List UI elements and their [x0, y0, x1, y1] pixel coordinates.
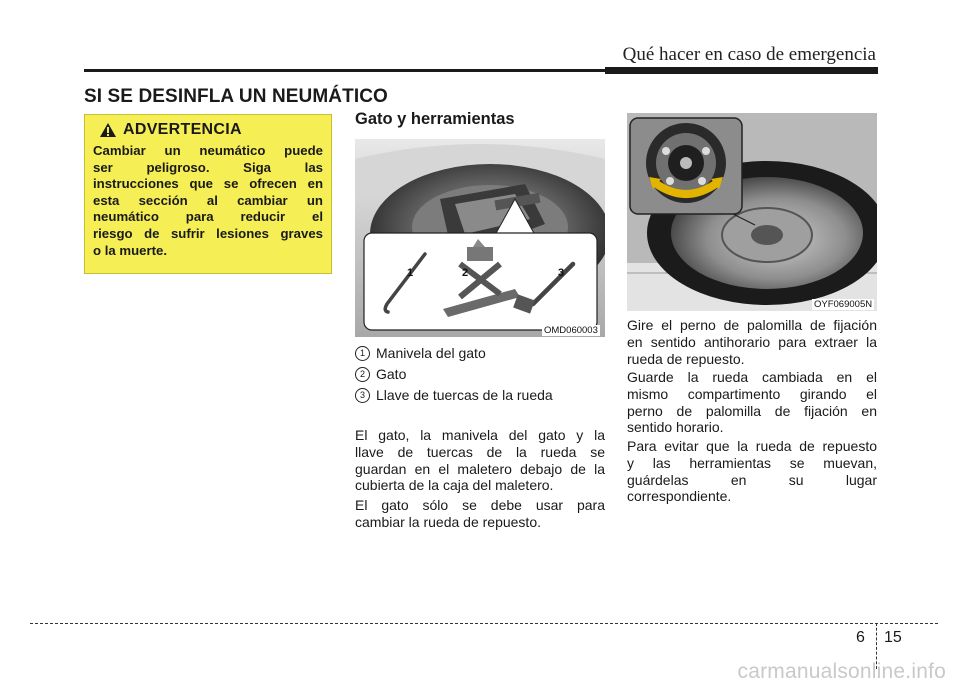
item-label: Gato	[376, 366, 407, 382]
warning-line: ser peligroso. Siga las	[93, 159, 323, 175]
paragraph-line: guardan en el maletero debajo de la	[355, 460, 605, 477]
warning-line: Cambiar un neumático puede	[93, 143, 323, 158]
paragraph-line: en sentido antihorario para extraer la	[627, 333, 877, 350]
spare-paragraph	[627, 317, 877, 367]
footer-rule	[30, 623, 938, 624]
paragraph-line: cambiar la rueda de repuesto.	[355, 513, 541, 530]
chapter-number: 6	[856, 629, 865, 646]
paragraph-line: cubierta de la caja del maletero.	[355, 477, 554, 494]
watermark: carmanualsonline.info	[737, 660, 946, 683]
paragraph-line: mismo compartimento girando el	[627, 385, 877, 402]
spare-tire-illustration	[627, 113, 877, 311]
warning-header	[99, 121, 323, 139]
paragraph-line: rueda de repuesto.	[627, 350, 745, 367]
item-label: Manivela del gato	[376, 345, 486, 361]
item-number: 2	[355, 367, 370, 382]
photo-label: 3	[558, 267, 565, 279]
warning-triangle-icon	[99, 122, 117, 138]
item-number: 3	[355, 388, 370, 403]
warning-heading: ADVERTENCIA	[123, 121, 242, 138]
paragraph-line: Guarde la rueda cambiada en el	[627, 369, 877, 385]
warning-text	[93, 143, 323, 259]
paragraph-line: guárdelas en su lugar	[627, 471, 877, 488]
page-number: 15	[884, 629, 902, 646]
running-header: Qué hacer en caso de emergencia	[622, 44, 876, 65]
paragraph-line: perno de palomilla de fijación en	[627, 402, 877, 419]
warning-line: o la muerte.	[93, 242, 168, 258]
warning-line: neumático para reducir el	[93, 209, 323, 225]
paragraph-line: llave de tuercas de la rueda se	[355, 443, 605, 460]
tools-photo-code: OMD060003	[544, 325, 598, 336]
photo-label: 2	[462, 267, 469, 279]
jack-storage-illustration	[355, 139, 605, 337]
tools-paragraph	[355, 497, 605, 531]
paragraph-line: y las herramientas se muevan,	[627, 454, 877, 471]
list-item	[355, 387, 553, 403]
paragraph-line: sentido horario.	[627, 419, 724, 436]
list-item	[355, 345, 486, 361]
warning-line: riesgo de sufrir lesiones graves	[93, 225, 323, 241]
item-number: 1	[355, 346, 370, 361]
item-label: Llave de tuercas de la rueda	[376, 387, 553, 403]
tools-title: Gato y herramientas	[355, 110, 515, 128]
paragraph-line: Gire el perno de palomilla de fijación	[627, 317, 877, 333]
tools-photo	[355, 139, 605, 337]
tools-paragraph	[355, 427, 605, 494]
list-item	[355, 366, 406, 382]
spare-photo-code: OYF069005N	[814, 299, 873, 310]
warning-line: esta sección al cambiar un	[93, 192, 323, 208]
photo-label: 1	[407, 267, 414, 279]
header-rule-accent	[605, 67, 878, 74]
paragraph-line: Para evitar que la rueda de repuesto	[627, 438, 877, 454]
warning-line: instrucciones que se ofrecen en	[93, 176, 323, 192]
paragraph-line: El gato, la manivela del gato y la	[355, 427, 605, 443]
spare-tire-photo	[627, 113, 877, 311]
paragraph-line: El gato sólo se debe usar para	[355, 497, 605, 513]
paragraph-line: correspondiente.	[627, 488, 732, 505]
warning-box	[84, 114, 332, 274]
section-title: SI SE DESINFLA UN NEUMÁTICO	[84, 86, 388, 107]
spare-paragraph	[627, 438, 877, 505]
spare-paragraph	[627, 369, 877, 436]
